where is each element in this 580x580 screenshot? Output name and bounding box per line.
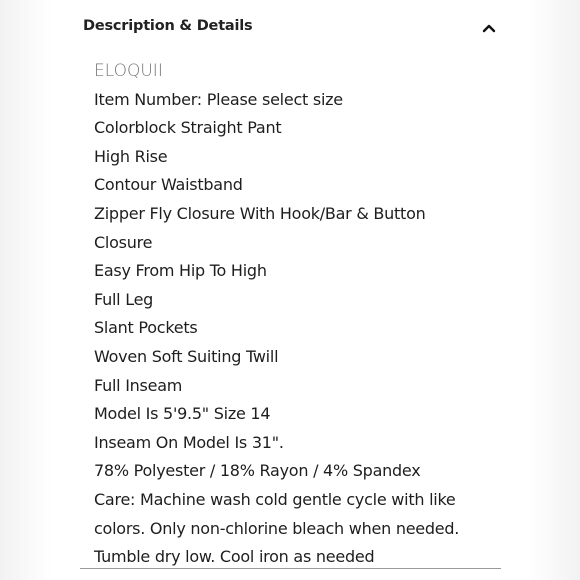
detail-line: Model Is 5'9.5" Size 14 <box>94 404 271 424</box>
detail-line: Tumble dry low. Cool iron as needed <box>94 547 375 567</box>
left-edge-shade <box>0 0 52 580</box>
detail-line: Slant Pockets <box>94 318 198 338</box>
detail-line: Care: Machine wash cold gentle cycle with like <box>94 489 456 509</box>
detail-line: Closure <box>94 232 153 252</box>
detail-line: Item Number: Please select size <box>94 89 343 109</box>
detail-line: 78% Polyester / 18% Rayon / 4% Spandex <box>94 461 421 481</box>
bottom-divider <box>80 568 501 569</box>
description-details-accordion-header[interactable] <box>83 10 498 46</box>
detail-line: Contour Waistband <box>94 175 243 195</box>
accordion-title: Description & Details <box>83 18 253 34</box>
brand-name: ELOQUII <box>94 61 163 81</box>
detail-line: Woven Soft Suiting Twill <box>94 346 279 366</box>
detail-line: Inseam On Model Is 31". <box>94 432 284 452</box>
chevron-up-icon[interactable] <box>482 21 496 35</box>
right-edge-shade <box>528 0 580 580</box>
detail-line: colors. Only non-chlorine bleach when needed. <box>94 518 460 538</box>
detail-line: Colorblock Straight Pant <box>94 118 282 138</box>
detail-line: Zipper Fly Closure With Hook/Bar & Button <box>94 203 426 223</box>
description-details-content <box>94 57 514 572</box>
detail-line: High Rise <box>94 146 168 166</box>
detail-line: Full Leg <box>94 289 154 309</box>
detail-line: Easy From Hip To High <box>94 261 267 281</box>
detail-line: Full Inseam <box>94 375 183 395</box>
